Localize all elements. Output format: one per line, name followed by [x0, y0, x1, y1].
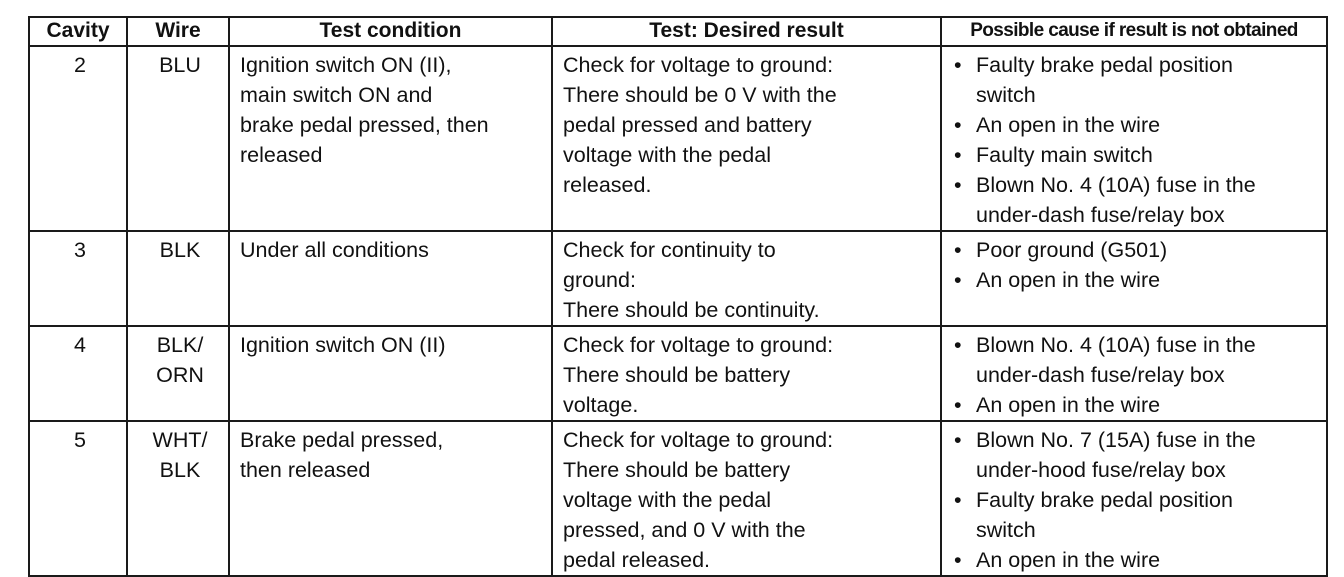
- cavity-cell: 3: [29, 231, 127, 326]
- wire-color-line: BLK/: [156, 333, 204, 357]
- cause-line: • An open in the wire: [976, 393, 1161, 417]
- cause-line: • Blown No. 4 (10A) fuse in the: [976, 333, 1256, 357]
- possible-cause-cell: [941, 421, 1327, 576]
- header-desired-result: Test: Desired result: [552, 17, 941, 46]
- cause-list: [952, 50, 1320, 230]
- desired-result-line: Check for voltage to ground:: [563, 428, 834, 452]
- desired-result-cell: [552, 326, 941, 421]
- header-test-condition: Test condition: [229, 17, 552, 46]
- desired-result-line: voltage with the pedal: [563, 143, 771, 167]
- cause-list-item: [952, 390, 1320, 420]
- test-condition-line: Ignition switch ON (II),: [240, 53, 452, 77]
- cause-list-item: [952, 170, 1320, 230]
- desired-result-line: ground:: [563, 268, 636, 292]
- test-condition-cell: [229, 421, 552, 576]
- desired-result-line: pressed, and 0 V with the: [563, 518, 806, 542]
- desired-result-line: voltage.: [563, 393, 639, 417]
- cause-line: • Faulty brake pedal position: [976, 488, 1233, 512]
- cause-list-item: [952, 425, 1320, 485]
- desired-result-line: pedal released.: [563, 548, 711, 572]
- cause-line: • Blown No. 4 (10A) fuse in the: [976, 173, 1256, 197]
- desired-result-line: voltage with the pedal: [563, 488, 771, 512]
- desired-result-cell: [552, 421, 941, 576]
- cause-line: under-dash fuse/relay box: [976, 363, 1225, 387]
- cause-line: • Faulty brake pedal position: [976, 53, 1233, 77]
- desired-result-line: There should be continuity.: [563, 298, 820, 322]
- cause-list: [952, 235, 1320, 295]
- possible-cause-cell: [941, 326, 1327, 421]
- cause-line: • An open in the wire: [976, 548, 1161, 572]
- test-condition-cell: [229, 326, 552, 421]
- diagnostic-table: [28, 16, 1328, 577]
- cause-line: • Faulty main switch: [976, 143, 1153, 167]
- cause-line: • An open in the wire: [976, 113, 1161, 137]
- desired-result-line: There should be battery: [563, 363, 791, 387]
- table-body: [29, 46, 1327, 576]
- cause-list-item: [952, 110, 1320, 140]
- cavity-cell: 4: [29, 326, 127, 421]
- table-row: [29, 231, 1327, 326]
- wire-cell: [127, 326, 229, 421]
- desired-result-cell: [552, 231, 941, 326]
- test-condition-line: Brake pedal pressed,: [240, 428, 444, 452]
- cause-list: [952, 425, 1320, 575]
- test-condition-cell: [229, 46, 552, 231]
- cause-list-item: [952, 485, 1320, 545]
- desired-result-cell: [552, 46, 941, 231]
- wire-color-line: WHT/: [152, 428, 208, 452]
- table-row: [29, 421, 1327, 576]
- test-condition-line: main switch ON and: [240, 83, 433, 107]
- wire-cell: [127, 231, 229, 326]
- wire-color-line: BLK: [159, 238, 201, 262]
- test-condition-cell: [229, 231, 552, 326]
- wire-cell: [127, 46, 229, 231]
- desired-result-line: There should be 0 V with the: [563, 83, 837, 107]
- cause-line: under-dash fuse/relay box: [976, 203, 1225, 227]
- cause-line: • Blown No. 7 (15A) fuse in the: [976, 428, 1256, 452]
- cause-list-item: [952, 140, 1320, 170]
- header-row: [29, 17, 1327, 46]
- possible-cause-cell: [941, 231, 1327, 326]
- header-possible-cause: Possible cause if result is not obtained: [941, 17, 1327, 46]
- desired-result-line: released.: [563, 173, 652, 197]
- table-row: [29, 46, 1327, 231]
- cause-line: switch: [976, 83, 1036, 107]
- wire-cell: [127, 421, 229, 576]
- test-condition-line: brake pedal pressed, then: [240, 113, 489, 137]
- cause-line: • Poor ground (G501): [976, 238, 1168, 262]
- table-row: [29, 326, 1327, 421]
- cavity-cell: 2: [29, 46, 127, 231]
- cause-list-item: [952, 235, 1320, 265]
- cause-list-item: [952, 545, 1320, 575]
- test-condition-line: then released: [240, 458, 371, 482]
- test-condition-line: Ignition switch ON (II): [240, 333, 446, 357]
- cause-list: [952, 330, 1320, 420]
- cause-list-item: [952, 50, 1320, 110]
- desired-result-line: Check for voltage to ground:: [563, 53, 834, 77]
- wire-color-line: BLU: [159, 53, 201, 77]
- cavity-cell: 5: [29, 421, 127, 576]
- desired-result-line: Check for continuity to: [563, 238, 776, 262]
- header-wire: Wire: [127, 17, 229, 46]
- desired-result-line: There should be battery: [563, 458, 791, 482]
- cause-list-item: [952, 265, 1320, 295]
- cause-line: under-hood fuse/relay box: [976, 458, 1226, 482]
- wire-color-line: BLK: [159, 458, 201, 482]
- desired-result-line: Check for voltage to ground:: [563, 333, 834, 357]
- test-condition-line: Under all conditions: [240, 238, 429, 262]
- test-condition-line: released: [240, 143, 323, 167]
- cause-line: switch: [976, 518, 1036, 542]
- wire-color-line: ORN: [156, 363, 204, 387]
- cause-list-item: [952, 330, 1320, 390]
- possible-cause-cell: [941, 46, 1327, 231]
- header-cavity: Cavity: [29, 17, 127, 46]
- cause-line: • An open in the wire: [976, 268, 1161, 292]
- desired-result-line: pedal pressed and battery: [563, 113, 812, 137]
